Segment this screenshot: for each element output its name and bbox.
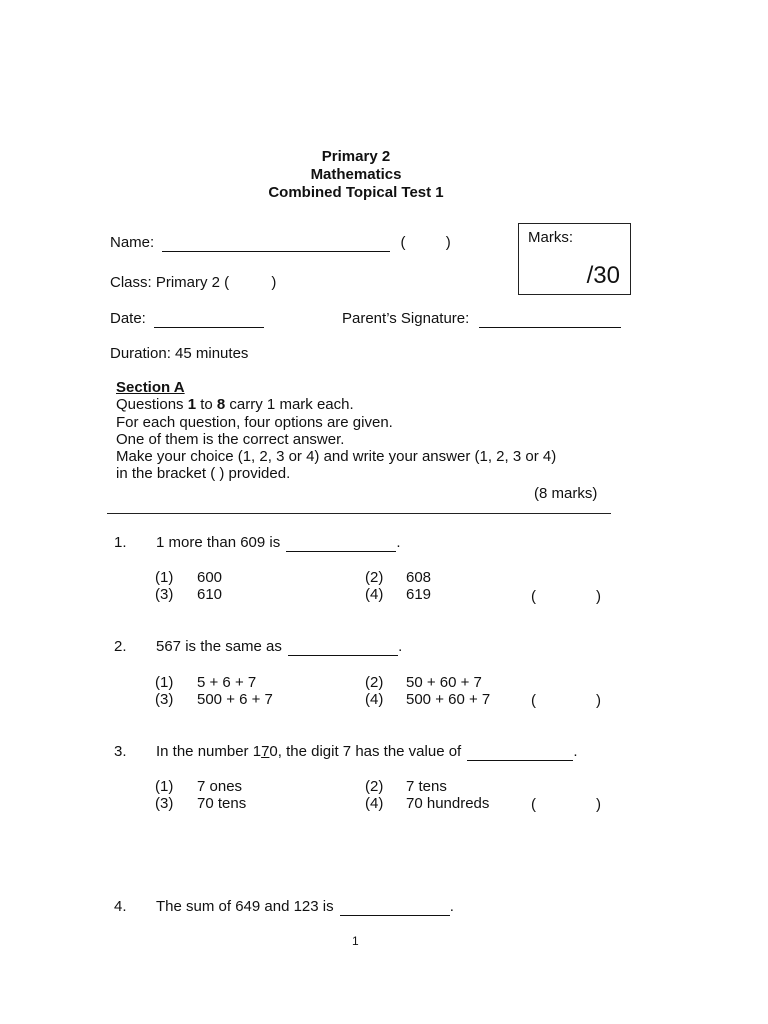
q1-option-4-label: (4) — [365, 586, 384, 603]
q2-option-4-label: (4) — [365, 691, 384, 708]
q3-option-1-value: 7 ones — [197, 778, 243, 795]
name-label: Name: — [110, 234, 155, 251]
q3-option-4-value: 70 hundreds — [406, 795, 490, 812]
instruction-line-3: One of them is the correct answer. — [116, 430, 345, 448]
question-3-number: 3. — [114, 743, 127, 760]
q3-option-1-label: (1) — [155, 778, 174, 795]
q3-option-3-value: 70 tens — [197, 795, 247, 812]
instruction-line-1: Questions 1 to 8 carry 1 mark each. — [116, 396, 354, 414]
test-name-heading: Combined Topical Test 1 — [268, 184, 444, 201]
date-blank[interactable] — [154, 310, 264, 328]
instruction-line-2: For each question, four options are given. — [116, 413, 393, 431]
q2-option-2-label: (2) — [365, 674, 384, 691]
question-3-text: In the number 170, the digit 7 has the value of . — [156, 743, 578, 760]
class-bracket-close: ) — [271, 274, 277, 291]
q3-option-2-value: 7 tens — [406, 778, 447, 795]
title-block — [0, 148, 712, 202]
name-blank[interactable] — [162, 234, 390, 252]
duration-text: Duration: 45 minutes — [110, 345, 249, 362]
q2-option-3-value: 500 + 6 + 7 — [197, 691, 273, 708]
name-row — [110, 234, 451, 252]
question-1-text: 1 more than 609 is . — [156, 534, 401, 551]
question-1-number: 1. — [114, 534, 127, 551]
underlined-digit: 7 — [261, 743, 270, 760]
page-number: 1 — [352, 934, 359, 948]
question-2-text: 567 is the same as . — [156, 638, 403, 655]
q2-option-2-value: 50 + 60 + 7 — [406, 674, 482, 691]
q3-option-3-label: (3) — [155, 795, 174, 812]
q1-option-3-value: 610 — [197, 586, 223, 603]
register-bracket-close: ) — [445, 234, 451, 251]
q3-option-2-label: (2) — [365, 778, 384, 795]
q2-option-1-label: (1) — [155, 674, 174, 691]
class-row — [110, 274, 276, 291]
q1-answer-bracket-open: ( — [531, 588, 536, 605]
date-label: Date: — [110, 310, 146, 327]
q1-option-4-value: 619 — [406, 586, 432, 603]
q2-option-4-value: 500 + 60 + 7 — [406, 691, 491, 708]
q1-option-2-value: 608 — [406, 569, 432, 586]
section-divider — [107, 513, 611, 514]
section-a-block — [116, 379, 556, 483]
section-marks: (8 marks) — [534, 485, 598, 502]
class-label: Class: Primary 2 ( — [110, 274, 230, 291]
q2-answer-bracket-close: ) — [596, 692, 601, 709]
q1-option-1-label: (1) — [155, 569, 174, 586]
signature-row — [342, 310, 621, 328]
question-4-text: The sum of 649 and 123 is . — [156, 898, 454, 915]
question-4-blank[interactable] — [340, 898, 450, 916]
marks-total: /30 — [586, 262, 620, 289]
subject-heading: Mathematics — [310, 166, 402, 183]
q1-option-2-label: (2) — [365, 569, 384, 586]
marks-label: Marks: — [528, 229, 573, 246]
marks-box — [518, 223, 631, 295]
section-title: Section A — [116, 379, 185, 396]
question-1-blank[interactable] — [286, 534, 396, 552]
signature-label: Parent’s Signature: — [342, 310, 470, 327]
signature-blank[interactable] — [479, 310, 621, 328]
q3-answer-bracket-close: ) — [596, 796, 601, 813]
question-4-number: 4. — [114, 898, 127, 915]
instruction-line-4: Make your choice (1, 2, 3 or 4) and write your answer (1, 2, 3 or 4) — [116, 448, 557, 466]
question-3-blank[interactable] — [467, 743, 573, 761]
q3-answer-bracket-open: ( — [531, 796, 536, 813]
register-bracket-open: ( — [400, 234, 406, 251]
q2-option-3-label: (3) — [155, 691, 174, 708]
q1-option-3-label: (3) — [155, 586, 174, 603]
level-heading: Primary 2 — [321, 148, 391, 165]
q1-answer-bracket-close: ) — [596, 588, 601, 605]
q1-option-1-value: 600 — [197, 569, 223, 586]
date-row — [110, 310, 264, 328]
q2-option-1-value: 5 + 6 + 7 — [197, 674, 257, 691]
q3-option-4-label: (4) — [365, 795, 384, 812]
q2-answer-bracket-open: ( — [531, 692, 536, 709]
question-2-blank[interactable] — [288, 638, 398, 656]
question-2-number: 2. — [114, 638, 127, 655]
instruction-line-5: in the bracket ( ) provided. — [116, 465, 291, 483]
